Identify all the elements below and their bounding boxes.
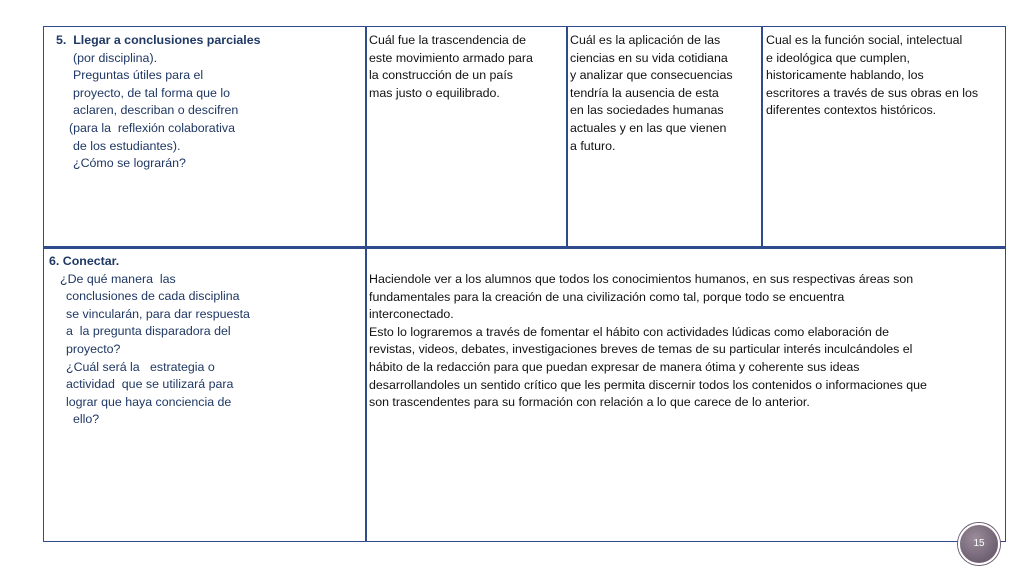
step5-text: (por disciplina). [73,50,158,65]
step6-text: se vincularán, para dar respuesta [66,306,250,321]
step6-cell [49,253,250,429]
literature-text: diferentes contextos históricos. [766,103,937,118]
step6-text: ello? [73,412,100,427]
step6-text: actividad que se utilizará para [66,377,234,392]
answer-text: desarrollandoles un sentido crítico que les permita discernir todos los contenidos o informaciones que [369,377,927,392]
science-text: en las sociedades humanas [570,103,724,118]
history-cell [369,32,533,102]
slide-number: 15 [973,538,985,550]
answer-text: son trascendentes para su formación con relación a lo que carece de lo anterior. [369,395,810,410]
science-cell [570,32,733,155]
step5-text: aclaren, describan o descifren [73,103,239,118]
science-text: y analizar que consecuencias [570,68,733,83]
step6-text: a la pregunta disparadora del [66,324,231,339]
literature-text: historicamente hablando, los [766,68,924,83]
column-divider-2 [566,26,568,247]
answer-text: interconectado. [369,307,454,322]
answer-text: fundamentales para la creación de una civilización como tal, porque todo se encuentra [369,289,845,304]
step5-text: proyecto, de tal forma que lo [73,85,231,100]
step5-question: ¿Cómo se lograrán? [73,156,186,171]
step6-text: lograr que haya conciencia de [66,394,232,409]
history-text: la construcción de un país [369,68,513,83]
literature-text: Cual es la función social, intelectual [766,33,963,47]
step6-heading: 6. Conectar. [49,254,120,268]
history-text: este movimiento armado para [369,50,533,65]
answer-text: Haciendole ver a los alumnos que todos los conocimientos humanos, en sus respectivas áreas son [369,272,914,286]
science-text: actuales y en las que vienen [570,120,727,135]
science-text: Cuál es la aplicación de las [570,33,721,47]
history-text: mas justo o equilibrado. [369,85,500,100]
step6-text: proyecto? [66,341,121,356]
step5-text: de los estudiantes). [73,138,181,153]
step5-heading: 5. Llegar a conclusiones parciales [56,33,261,47]
answer-text: hábito de la redacción para que puedan expresar de manera ótima y coherente sus ideas [369,359,860,374]
science-text: a futuro. [570,138,616,153]
step5-text: Preguntas útiles para el [73,68,204,83]
answer-text: Esto lo lograremos a través de fomentar el hábito con actividades lúdicas como elaboración de [369,324,890,339]
step6-question: ¿De qué manera las [60,271,176,286]
step5-text: (para la reflexión colaborativa [69,120,235,135]
literature-text: e ideológica que cumplen, [766,50,910,65]
slide-number-badge [958,523,1000,565]
science-text: tendría la ausencia de esta [570,85,719,100]
step6-text: conclusiones de cada disciplina [66,289,240,304]
column-divider-3 [761,26,763,247]
literature-cell [766,32,978,120]
history-text: Cuál fue la trascendencia de [369,33,527,47]
literature-text: escritores a través de sus obras en los [766,85,979,100]
column-divider-main [365,26,367,542]
connection-answer-cell [369,271,927,412]
step6-question: ¿Cuál será la estrategia o [66,359,215,374]
answer-text: revistas, videos, debates, investigaciones breves de temas de su particular interés inculcándoles el [369,342,913,357]
step5-cell [56,32,261,173]
row-divider [43,246,1006,249]
science-text: ciencias en su vida cotidiana [570,50,728,65]
